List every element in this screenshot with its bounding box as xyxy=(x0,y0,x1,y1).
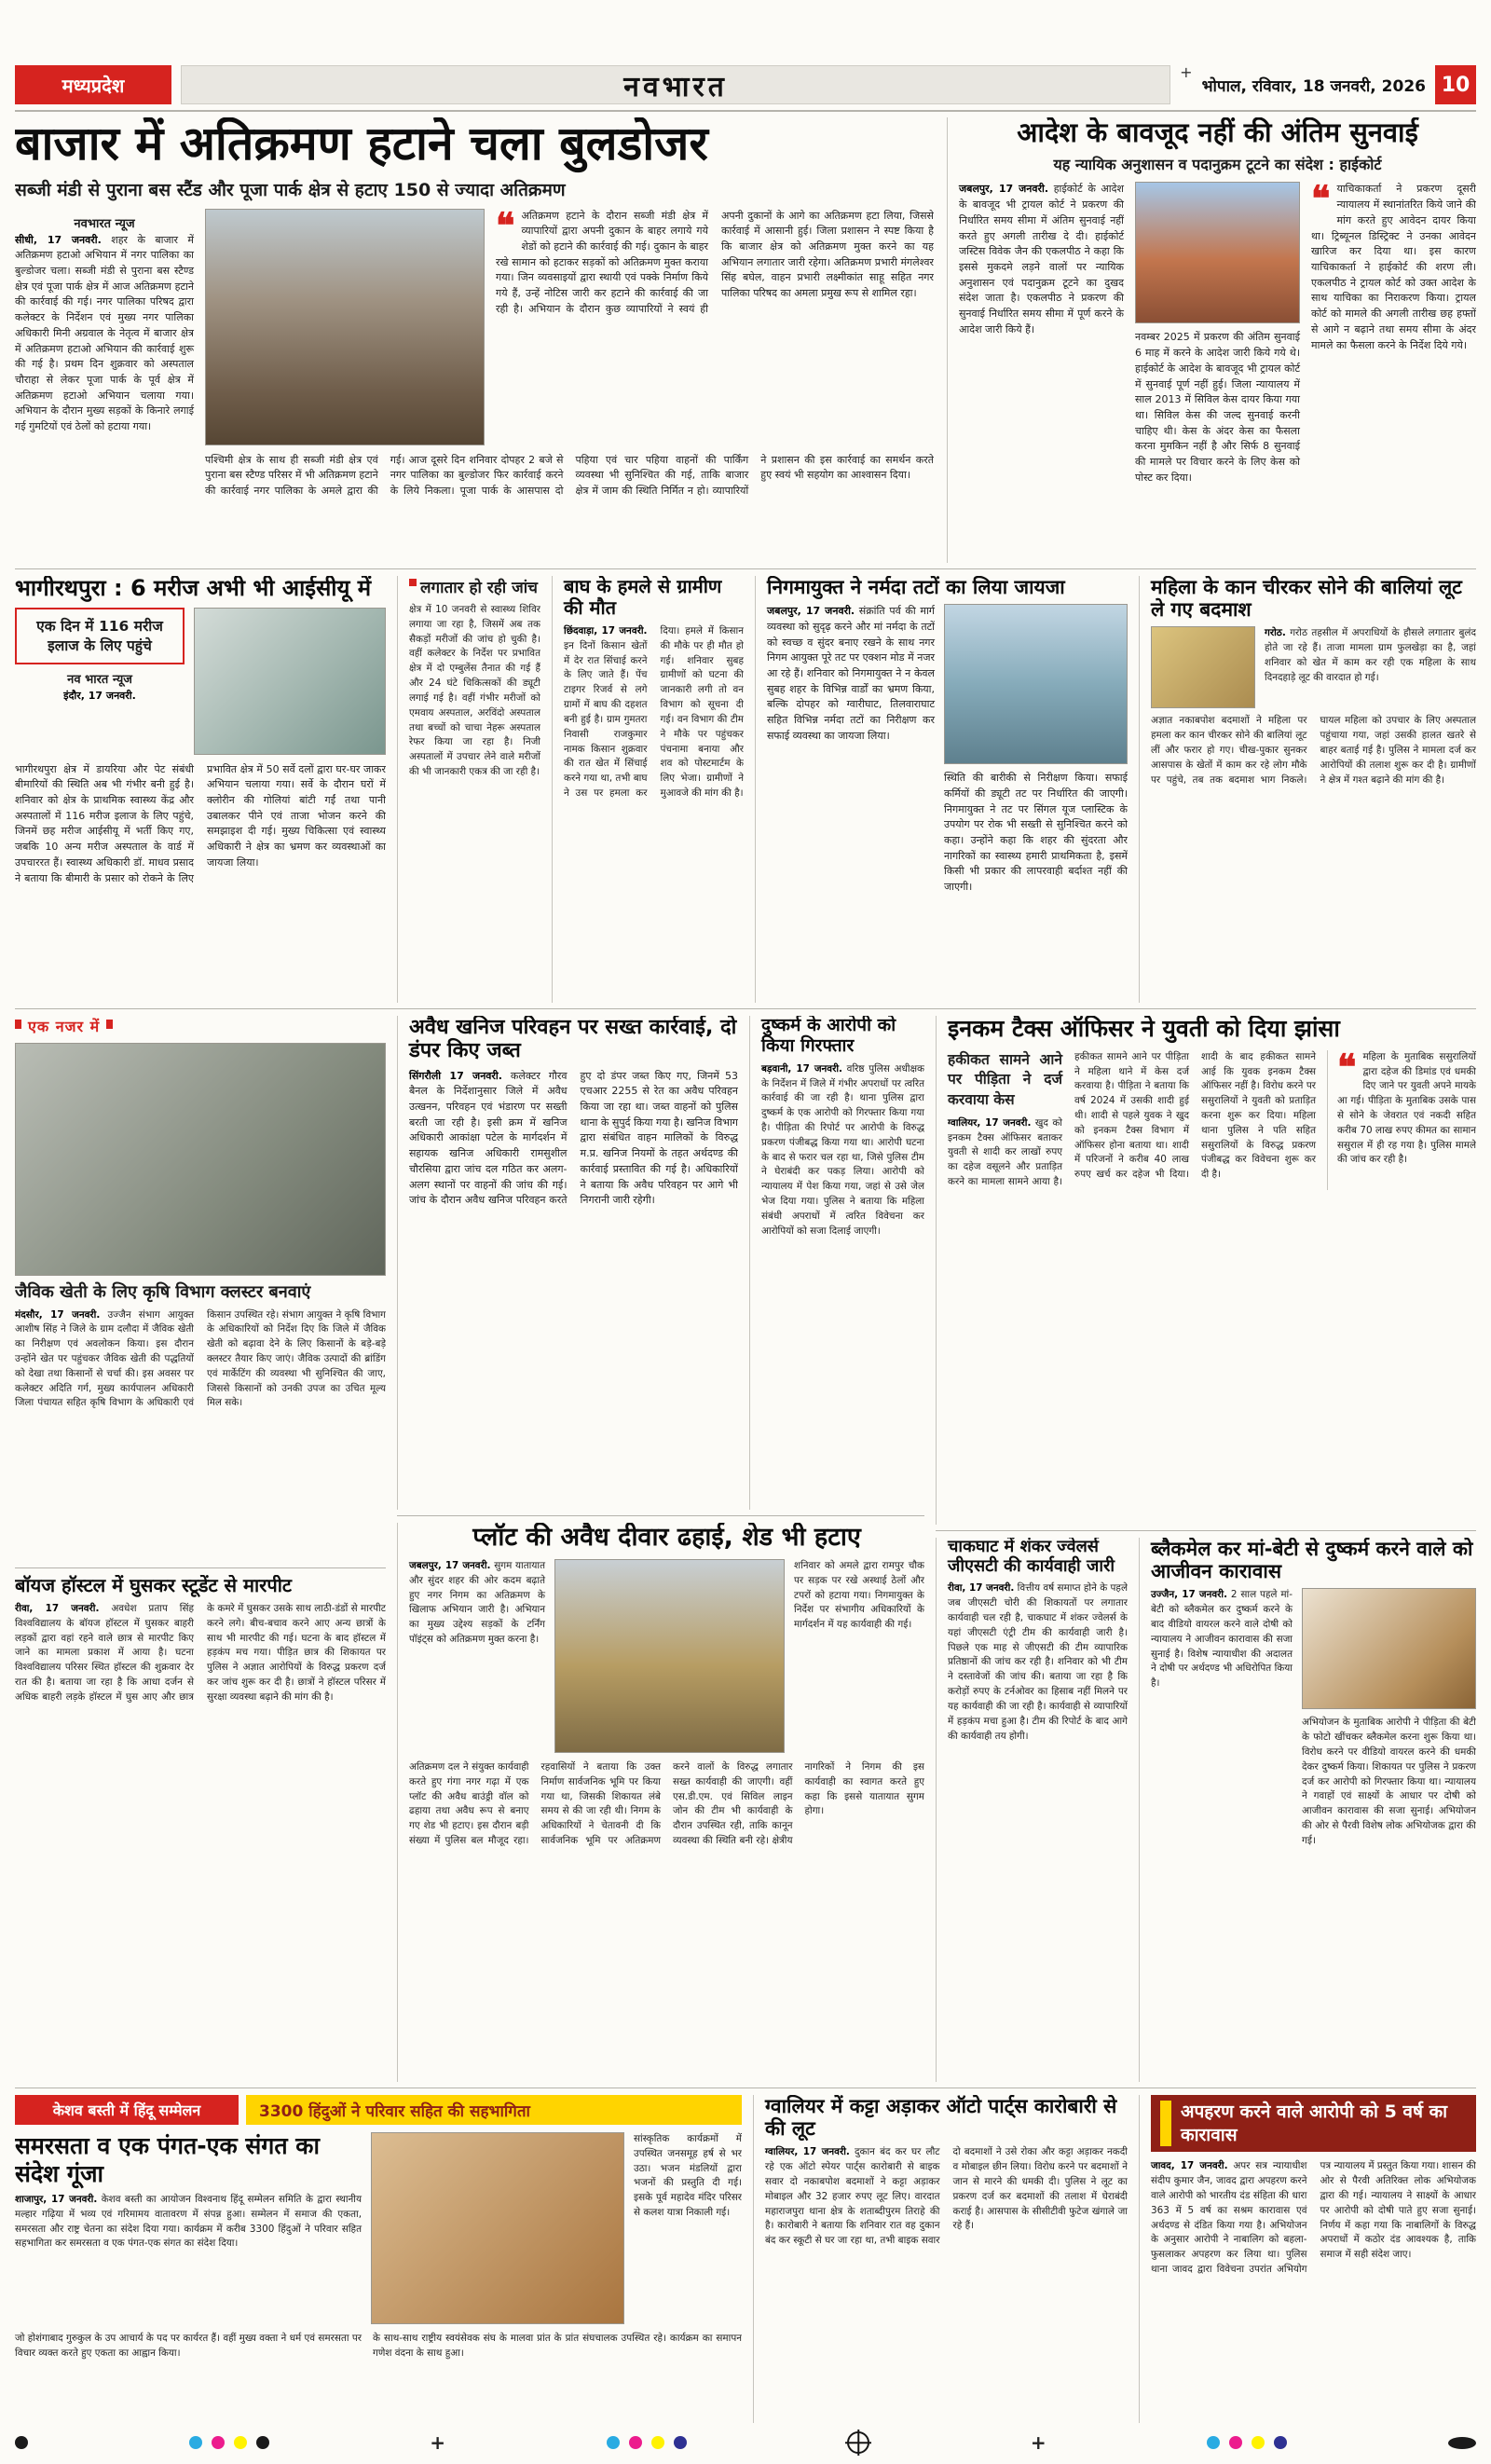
quote-mark-icon: ❝ xyxy=(496,203,515,246)
body-run: कलेक्टर गौरव बैनल के निर्देशानुसार जिले में अवैध उत्खनन, परिवहन एवं भंडारण पर सख्ती बरती जा रही है। इसी क्रम में खनिज अधिकारी आकांक्षा पटेल के मार्गदर्शन में सहायक खनिज अधिकारी रामसुशील चौरसिया द्वारा जांच दल गठित कर अलग-अलग स्थानों पर वाहनों की जांच की गई। जांच के दौरान अवैध खनिज परिवहन करते हुए दो डंपर जब्त किए गए, जिनमें 53 एचआर 2255 से रेत का अवैध परिवहन किया जा रहा था। जब्त वाहनों को पुलिस थाना के सुपुर्द किया गया है। खनिज विभाग द्वारा संबंधित वाहन मालिकों के विरुद्ध म.प्र. खनिज नियमों के तहत अर्थदण्ड की कार्रवाई प्रस्तावित की गई है। अधिकारियों ने बताया कि अवैध परिवहन पर आगे भी निगरानी जारी रहेगी। xyxy=(409,1069,738,1207)
article-subhead: सब्जी मंडी से पुराना बस स्टैंड और पूजा पार्क क्षेत्र से हटाए 150 से ज्यादा अतिक्रमण xyxy=(15,179,566,200)
crop-mark-plus: + xyxy=(430,2431,446,2454)
caption-headline: जैविक खेती के लिए कृषि विभाग क्लस्टर बनवाएं xyxy=(15,1282,311,1302)
article-body xyxy=(761,1062,924,1239)
body-run: इन दिनों किसान खेतों में देर रात सिंचाई करने के लिए जाते हैं। पेंच टाइगर रिजर्व से लगे ग्रामों में बाघ की दहशत बनी हुई है। ग्राम गुमतरा निवासी राजकुमार नामक किसान शुक्रवार की रात खेत में सिंचाई करने गया था, तभी बाघ ने उस पर हमला कर दिया। हमले में किसान की मौके पर ही मौत हो गई। शनिवार सुबह ग्रामीणों को घटना की जानकारी लगी तो वन विभाग को सूचना दी गई। वन विभाग की टीम ने मौके पर पहुंचकर पंचनामा बनाया और शव को पोस्टमार्टम के लिए भेजा। ग्रामीणों ने मुआवजे की मांग की है। xyxy=(564,625,744,799)
article-hostel-assault xyxy=(15,1575,386,2082)
article-side-quote xyxy=(1327,1045,1476,1190)
dateline: ग्वालियर, 17 जनवरी. xyxy=(765,2146,850,2158)
article-health-checks xyxy=(397,576,540,1003)
article-headline: दुष्कर्म के आरोपी को किया गिरफ्तार xyxy=(761,1016,896,1056)
dateline: जबलपुर, 17 जनवरी. xyxy=(767,605,855,618)
dateline: शाजापुर, 17 जनवरी. xyxy=(15,2194,98,2205)
body-run: दुकान बंद कर घर लौट रहे एक ऑटो स्पेयर पार्ट्स कारोबारी से बाइक सवार दो नकाबपोश बदमाशों ने कट्टा अड़ाकर मोबाइल और 32 हजार रुपए लूट लिए। वारदात महाराजपुरा थाना क्षेत्र के शताब्दीपुरम तिराहे की है। कारोबारी ने बताया कि शनिवार रात वह दुकान बंद कर स्कूटी से घर जा रहा था, तभी बाइक सवार दो बदमाशों ने उसे रोका और कट्टा अड़ाकर नकदी व मोबाइल छीन लिया। विरोध करने पर बदमाशों ने जान से मारने की धमकी दी। पुलिस ने लूट का प्रकरण दर्ज कर बदमाशों की तलाश में घेराबंदी कराई है। आसपास के सीसीटीवी फुटेज खंगाले जा रहे हैं। xyxy=(765,2146,1128,2247)
article-headline: महिला के कान चीरकर सोने की बालियां लूट ले गए बदमाश xyxy=(1151,576,1462,622)
registration-dot-group xyxy=(607,2436,687,2449)
masthead xyxy=(181,65,1170,104)
registration-dot-yellow xyxy=(234,2436,247,2449)
article-body xyxy=(15,1308,386,1558)
feature-label: एक नजर में xyxy=(15,1016,113,1036)
article-column: शनिवार को अमले द्वारा रामपुर चौक पर सड़क पर रखे अस्थाई ठेलों और टपरों को हटाया गया। निगमायुक्त के निर्देश पर संभागीय अधिकारियों के मार्गदर्शन में यह कार्यवाही की गई। xyxy=(794,1560,924,1631)
article-body xyxy=(948,1050,1316,1190)
article-headline: बाजार में अतिक्रमण हटाने चला बुलडोजर xyxy=(15,117,708,171)
registration-dot-blue xyxy=(674,2436,687,2449)
article-column xyxy=(1311,177,1476,486)
article-headline: भागीरथपुरा : 6 मरीज अभी भी आईसीयू में xyxy=(15,576,372,601)
article-body xyxy=(1151,2159,1476,2411)
feature-ek-najar-me xyxy=(15,1016,386,1562)
row-divider xyxy=(936,1530,1476,1531)
article-caption: के साथ-साथ राष्ट्रीय स्वयंसेवक संघ के मालवा प्रांत के प्रांत संघचालक उपस्थित रहे। कार्यक्रम का समापन गणेश वंदना के साथ हुआ। xyxy=(373,2333,742,2359)
article-encroachment-bulldozer xyxy=(15,117,934,563)
dateline: मंदसौर, 17 जनवरी. xyxy=(15,1308,101,1321)
article-title: लगातार हो रही जांच xyxy=(409,576,540,597)
dateline: जबलपुर, 17 जनवरी. xyxy=(409,1560,491,1572)
article-headline: अपहरण करने वाले आरोपी को 5 वर्ष का कारावास xyxy=(1181,2101,1448,2145)
news-source: नव भारत न्यूज xyxy=(67,673,132,688)
article-body xyxy=(15,233,194,435)
photo-highcourt-building xyxy=(1135,182,1300,323)
article-quote-block xyxy=(496,203,934,445)
body-run: नवम्बर 2025 में प्रकरण की अंतिम सुनवाई 6 माह में करने के आदेश जारी किये गये थे। हाईकोर्ट के आदेश के बावजूद भी ट्रायल कोर्ट में सुनवाई पूर्ण नहीं हुई। जिला न्यायालय में साल 2013 में सिविल केस दायर किया गया था। सिविल केस की जल्द सुनवाई करनी चाहिए थी। केस के अंदर केस का फैसला करना मुमकिन नहीं है और सिर्फ 8 सुनवाई की मामले पर विचार करने के लिए केस को पोस्ट कर दिया। xyxy=(1135,331,1300,484)
photo-narmada-ghat xyxy=(944,604,1128,764)
dateline: सीधी, 17 जनवरी. xyxy=(15,233,102,246)
article-mineral-dumpers-seized xyxy=(397,1016,738,1510)
registration-dot-blue xyxy=(1274,2436,1287,2449)
body-run: सुगम यातायात और सुंदर शहर की ओर कदम बढ़ाते हुए नगर निगम का अतिक्रमण के खिलाफ अभियान जारी है। अभियान का मुख्य उद्देश्य सड़कों के टर्निंग पॉइंट्स को अतिक्रमण मुक्त करना है। xyxy=(409,1560,545,1646)
article-body xyxy=(15,2193,362,2252)
photo-court-gavel xyxy=(1302,1588,1476,1709)
article-headline: निगमायुक्त ने नर्मदा तटों का लिया जायजा xyxy=(767,576,1065,598)
article-column: स्थिति की बारीकी से निरीक्षण किया। सफाई कर्मियों की ड्यूटी तट पर निर्धारित की जाएगी। निगमायुक्त ने तट पर सिंगल यूज प्लास्टिक के उपयोग पर रोक भी सख्ती से सुनिश्चित करने को कहा। उन्होंने कहा कि शहर की सुंदरता और नागरिकों का स्वास्थ्य हमारी प्राथमिकता है, इसमें किसी भी प्रकार की लापरवाही बर्दाश्त नहीं की जाएगी। xyxy=(944,772,1128,894)
article-body xyxy=(948,1581,1128,1744)
article-body-bottom: पश्चिमी क्षेत्र के साथ ही सब्जी मंडी क्षेत्र एवं पुराना बस स्टैण्ड परिसर में भी अतिक्रमण हटाने की कार्रवाई नगर पालिका के अमले द्वारा की गई। आज दूसरे दिन शनिवार दोपहर 2 बजे से नगर पालिका का बुल्डोजर फिर कार्रवाई करने के लिये निकला। पूजा पार्क के आसपास दो पहिया एवं चार पहिया वाहनों की पार्किंग व्यवस्था भी सुनिश्चित की गई, ताकि बाजार क्षेत्र में जाम की स्थिति निर्मित न हो। व्यापारियों ने प्रशासन की इस कार्रवाई का समर्थन करते हुए स्वयं भी सहयोग का आश्वासन दिया। xyxy=(205,453,934,497)
body-run: उज्जैन संभाग आयुक्त आशीष सिंह ने जिले के ग्राम दलौदा में जैविक खेती का निरीक्षण एवं अवलोकन किया। इस दौरान उन्होंने खेत पर पहुंचकर जैविक खेती की पद्धतियों को देखा तथा किसानों से चर्चा की। इस अवसर पर कलेक्टर अदिति गर्ग, मुख्य कार्यपालन अधिकारी जिला पंचायत सहित कृषि विभाग के अधिकारी एवं किसान उपस्थित रहे। संभाग आयुक्त ने कृषि विभाग के अधिकारियों को निर्देश दिए कि जिले में जैविक खेती को बढ़ावा देने के लिए किसानों के बड़े-बड़े क्लस्टर तैयार किए जाएं। जैविक उत्पादों की ब्रांडिंग एवं मार्केटिंग की व्यवस्था भी सुनिश्चित की जाए, जिससे किसानों को उनकी उपज का उचित मूल्य मिल सके। xyxy=(15,1308,386,1409)
body-run: 2 साल पहले मां-बेटी को ब्लैकमेल कर दुष्कर्म करने के बाद वीडियो वायरल करने वाले दोषी को न्यायालय ने आजीवन कारावास की सजा सुनाई है। विशेष न्यायाधीश की अदालत ने दोषी पर अर्थदण्ड भी अधिरोपित किया है। xyxy=(1151,1589,1293,1690)
article-column xyxy=(959,182,1124,486)
article-gst-action-jewellers xyxy=(936,1538,1128,2082)
photo-officials-field-visit xyxy=(15,1043,386,1276)
article-subhead: यह न्यायिक अनुशासन व पदानुक्रम टूटने का संदेश : हाईकोर्ट xyxy=(1053,156,1382,174)
kicker-label: केशव बस्ती में हिंदू सम्मेलन xyxy=(15,2095,239,2125)
photo-sammelan-event xyxy=(371,2132,624,2324)
dateline: जबलपुर, 17 जनवरी. xyxy=(959,183,1049,196)
body-run: वरिष्ठ पुलिस अधीक्षक के निर्देशन में जिले में गंभीर अपराधों पर त्वरित कार्रवाई की जा रही है। थाना पुलिस द्वारा दुष्कर्म के एक आरोपी को गिरफ्तार किया गया है। पीड़िता की रिपोर्ट पर आरोपी के विरुद्ध प्रकरण पंजीबद्ध किया गया था। आरोपी घटना के बाद से फरार चल रहा था, जिसे पुलिस टीम ने घेराबंदी कर पकड़ लिया। आरोपी को न्यायालय में पेश किया गया, जहां से उसे जेल भेज दिया गया। पुलिस ने बताया कि महिला संबंधी अपराधों में त्वरित विवेचना कर आरोपियों को सजा दिलाई जाएगी। xyxy=(761,1062,924,1237)
registration-dot-magenta xyxy=(629,2436,642,2449)
article-headline: इनकम टैक्स ऑफिसर ने युवती को दिया झांसा xyxy=(948,1016,1340,1042)
photo-jcb-demolition xyxy=(554,1559,785,1753)
highlight-strip: 3300 हिंदुओं ने परिवार सहित की सहभागिता xyxy=(246,2095,742,2125)
article-narmada-inspection xyxy=(755,576,1128,1003)
edition-dateline: भोपाल, रविवार, 18 जनवरी, 2026 xyxy=(1201,76,1426,96)
quote-mark-icon: ❝ xyxy=(1311,177,1331,220)
body-run: वित्तीय वर्ष समाप्त होने के पहले जब जीएसटी चोरी की शिकायतों पर लगातार कार्यवाही चल रही है, चाकघाट में शंकर ज्वेलर्स के यहां जीएसटी एंट्री टीम की कार्यवाही जारी है। पिछले एक माह से जीएसटी की टीम व्यापारिक प्रतिष्ठानों की जांच कर रही है। शनिवार को भी टीम ने दस्तावेजों की जांच की। बताया जा रहा है कि करोड़ों रुपए के टर्नओवर का हिसाब नहीं मिलने पर यह कार्यवाही की जा रही है। कार्यवाही से व्यापारियों में हड़कंप मचा हुआ है। टीम की रिपोर्ट के बाद आगे की कार्यवाही तय होगी। xyxy=(948,1582,1128,1742)
article-headline: ब्लैकमेल कर मां-बेटी से दुष्कर्म करने वाले को आजीवन कारावास xyxy=(1151,1538,1473,1583)
article-column xyxy=(767,604,935,896)
article-body-bottom: अतिक्रमण दल ने संयुक्त कार्यवाही करते हुए गंगा नगर गढ़ा में एक प्लॉट की अवैध बाउंड्री वॉल को ढहाया तथा अवैध रूप से बनाए गए शेड भी हटाए। इस दौरान बड़ी संख्या में पुलिस बल मौजूद रहा। रहवासियों ने बताया कि उक्त निर्माण सार्वजनिक भूमि पर किया गया था, जिसकी शिकायत लंबे समय से की जा रही थी। निगम के अधिकारियों ने चेतावनी दी कि सार्वजनिक भूमि पर अतिक्रमण करने वालों के विरुद्ध लगातार सख्त कार्यवाही की जाएगी। वहीं एस.डी.एम. एवं सिविल लाइन जोन की टीम भी कार्यवाही के दौरान उपस्थित रही, ताकि कानून व्यवस्था की स्थिति बनी रहे। क्षेत्रीय नागरिकों ने निगम की इस कार्यवाही का स्वागत करते हुए कहा कि इससे यातायात सुगम होगा। xyxy=(409,1761,924,1847)
registration-marks xyxy=(15,2429,1476,2457)
article-hindu-sammelan xyxy=(15,2095,742,2423)
registration-dot-yellow xyxy=(651,2436,664,2449)
registration-dot-cyan xyxy=(189,2436,202,2449)
article-body xyxy=(765,2145,1128,2402)
body-run: शहर के बाजार में अतिक्रमण हटाओ अभियान में नगर पालिका का बुल्डोजर चला। सब्जी मंडी से पुराना बस स्टैण्ड क्षेत्र एवं पूजा पार्क क्षेत्र में आज अतिक्रमण हटाने की कार्रवाई की गई। नगर पालिका परिषद द्वारा कलेक्टर के निर्देशन एवं मुख्य नगर पालिका अधिकारी मिनी अग्रवाल के नेतृत्व में बाजार क्षेत्र में अतिक्रमण हटाओ अभियान की कार्रवाई शुरू की गई है। प्रथम दिन शुक्रवार को अस्पताल चौराहा से लेकर पूजा पार्क के पूर्व क्षेत्र में अतिक्रमण हटाओ अभियान चलाया गया। अभियान के दौरान मुख्य सड़कों के किनारे लगाई गई गुमटियों एवं ठेलों को हटाया गया। xyxy=(15,233,194,433)
article-highcourt-hearing xyxy=(947,117,1476,563)
article-life-imprisonment xyxy=(1139,1538,1476,2082)
photo-encroachment-demolition xyxy=(205,209,485,445)
page-header xyxy=(15,65,1476,104)
article-caption: जो होशंगाबाद गुरुकुल के उप आचार्य के पद पर कार्यरत हैं। वहीं मुख्य वक्ता ने धर्म एवं समरसता पर विचार व्यक्त करते हुए एकता का आह्वान किया। xyxy=(15,2333,362,2359)
row-divider xyxy=(15,1567,386,1568)
article-headline: अवैध खनिज परिवहन पर सख्त कार्रवाई, दो डंपर किए जब्त xyxy=(409,1016,737,1063)
quote-mark-icon: ❝ xyxy=(1337,1045,1357,1088)
article-tiger-attack xyxy=(552,576,744,1003)
body-run: याचिकाकर्ता ने प्रकरण दूसरी न्यायालय में स्थानांतरित किये जाने की मांग करते हुए आवेदन दायर किया था। ट्रिब्यूनल डिस्ट्रिक्ट ने उनका आवेदन खारिज कर दिया था। इस कारण याचिकाकर्ता ने हाईकोर्ट की शरण ली। एकलपीठ ने ट्रायल कोर्ट को उक्त आदेश के साथ याचिका का निराकरण किया। ट्रायल कोर्ट को मामले की अगली तारीख छह हफ्तों से आगे न बढ़ाने तथा समय सीमा के अंदर मामले का फैसला करने के निर्देश दिये गये। xyxy=(1311,183,1476,351)
article-body: भागीरथपुरा क्षेत्र में डायरिया और पेट संबंधी बीमारियों की स्थिति अब भी गंभीर बनी हुई है। शनिवार को क्षेत्र के प्राथमिक स्वास्थ्य केंद्र और अस्पतालों में 116 मरीज इलाज के लिए पहुंचे, जिनमें छह मरीज आईसीयू में भर्ती किए गए, जबकि 10 अन्य मरीज अस्पताल के वार्ड में उपचाररत हैं। स्वास्थ्य अधिकारी डॉ. माधव प्रसाद ने बताया कि बीमारी के प्रसार को रोकने के लिए प्रभावित क्षेत्र में 50 सर्वे दलों द्वारा घर-घर जाकर अभियान चलाया गया। सर्वे के दौरान घरों में क्लोरीन की गोलियां बांटी गईं तथा पानी उबालकर पीने एवं ताजा भोजन करने की समझाइश दी गई। मुख्य चिकित्सा एवं स्वास्थ्य अधिकारी ने क्षेत्र का भ्रमण कर व्यवस्थाओं का जायजा लिया। xyxy=(15,762,386,884)
accent-notch xyxy=(1160,2101,1171,2146)
registration-dot-black xyxy=(15,2436,28,2449)
registration-dot-group xyxy=(189,2436,269,2449)
registration-oval xyxy=(1448,2437,1476,2449)
article-column xyxy=(1135,182,1300,486)
row-divider xyxy=(15,568,1476,569)
article-illegal-wall-demolished xyxy=(397,1523,924,2082)
article-subhead: हकीकत सामने आने पर पीड़िता ने दर्ज करवाया केस xyxy=(948,1050,1062,1109)
article-headline: समरसता व एक पंगत-एक संगत का संदेश गूंजा xyxy=(15,2132,320,2187)
dateline: सिंगरौली 17 जनवरी. xyxy=(409,1069,502,1082)
headline-bar xyxy=(1151,2095,1476,2152)
dateline: बड़वानी, 17 जनवरी. xyxy=(761,1062,842,1075)
dateline: छिंदवाड़ा, 17 जनवरी. xyxy=(564,625,648,637)
dateline: रीवा, 17 जनवरी. xyxy=(15,1603,100,1614)
dateline: इंदौर, 17 जनवरी. xyxy=(63,690,136,703)
article-headline: बाघ के हमले से ग्रामीण की मौत xyxy=(564,576,722,619)
article-body xyxy=(564,624,744,988)
crop-mark-plus: + xyxy=(1030,2431,1046,2454)
article-kidnapping-sentence xyxy=(1139,2095,1476,2423)
row-divider xyxy=(15,1008,1476,1009)
body-run: महिला के मुताबिक ससुरालियों द्वारा दहेज की डिमांड एवं धमकी दिए जाने पर युवती अपने मायके आ गई। पीड़िता के मुताबिक उसके पास से सोने के जेवरात एवं नकदी सहित करीब 70 लाख रुपए कीमत का सामान ससुराल में ही रह गया है। पुलिस मामले की जांच कर रही है। xyxy=(1337,1050,1476,1166)
article-autoparts-loot xyxy=(753,2095,1128,2423)
article-body: क्षेत्र में 10 जनवरी से स्वास्थ्य शिविर लगाया जा रहा है, जिसमें अब तक सैकड़ों मरीजों की जांच हो चुकी है। वहीं कलेक्टर के निर्देश पर प्रभावित क्षेत्र में दो एम्बुलेंस तैनात की गई हैं और 24 घंटे चिकित्सकों की ड्यूटी लगाई गई है। वहीं गंभीर मरीजों को एमवाय अस्पताल, अरविंदो अस्पताल तथा बच्चों को चाचा नेहरू अस्पताल रेफर किया जा रहा है। निजी अस्पतालों में उपचार लेने वाले मरीजों की भी जानकारी एकत्र की जा रही है। xyxy=(409,604,540,777)
body-run: हाईकोर्ट के आदेश के बावजूद भी ट्रायल कोर्ट ने प्रकरण की निर्धारित समय सीमा में अंतिम सुनवाई नहीं करते हुए अगली तारीख दे दी। हाईकोर्ट जस्टिस विवेक जैन की एकलपीठ ने कहा कि इससे मुकदमे लड़ने वालों पर न्यायिक अनुशासन एवं पदानुक्रम टूटने का दुखद संदेश जाता है। एकलपीठ ने प्रकरण की सुनवाई निर्धारित समय सीमा में पूर्ण करने के आदेश जारी किये हैं। xyxy=(959,183,1124,335)
article-column xyxy=(409,1559,545,1753)
row-divider xyxy=(397,1515,924,1516)
registration-dot-group xyxy=(1207,2436,1287,2449)
body-run: अपर सत्र न्यायाधीश संदीप कुमार जैन, जावद द्वारा अपहरण करने वाले आरोपी को भारतीय दंड संहिता की धारा 363 में 5 वर्ष का सश्रम कारावास एवं अर्थदण्ड से दंडित किया गया है। अभियोजन के अनुसार आरोपी ने नाबालिग को बहला-फुसलाकर अपहरण कर लिया था। पुलिस थाना जावद द्वारा विवेचना उपरांत अभियोग पत्र न्यायालय में प्रस्तुत किया गया। शासन की ओर से पैरवी अतिरिक्त लोक अभियोजक द्वारा की गई। न्यायालय ने साक्ष्यों के आधार पर आरोपी को दोषी पाते हुए सजा सुनाई। निर्णय में कहा गया कि नाबालिगों के विरुद्ध अपराधों में कठोर दंड आवश्यक है, ताकि समाज में सही संदेश जाए। xyxy=(1151,2160,1476,2276)
body-run: अवधेश प्रताप सिंह विश्वविद्यालय के बॉयज हॉस्टल में घुसकर बाहरी लड़कों द्वारा वहां रहने वाले छात्र से मारपीट किए जाने का मामला प्रकाश में आया है। घटना विश्वविद्यालय परिसर स्थित हॉस्टल की शुक्रवार देर रात की है। बताया जा रहा है कि आधा दर्जन से अधिक बाहरी लड़के हॉस्टल में घुस आए और छात्र के कमरे में घुसकर उसके साथ लाठी-डंडों से मारपीट करने लगे। बीच-बचाव करने आए अन्य छात्रों के साथ भी मारपीट की गई। घटना के बाद हॉस्टल में हड़कंप मच गया। पीड़ित छात्र की शिकायत पर पुलिस ने अज्ञात आरोपियों के विरुद्ध प्रकरण दर्ज कर जांच शुरू कर दी है। छात्रों ने हॉस्टल परिसर में सुरक्षा व्यवस्था बढ़ाने की मांग की है। xyxy=(15,1603,386,1703)
photo-hospital-ward xyxy=(194,608,386,755)
article-column: सांस्कृतिक कार्यक्रमों में उपस्थित जनसमूह हर्ष से भर उठा। भजन मंडलियों द्वारा भजनों की प्रस्तुति दी गई। इसके पूर्व महादेव मंदिर परिसर से कलश यात्रा निकाली गई। xyxy=(634,2133,742,2219)
article-column xyxy=(1151,1588,1293,1848)
body-run: गरोठ तहसील में अपराधियों के हौसले लगातार बुलंद होते जा रहे हैं। ताजा मामला ग्राम फुलखेड़ा का है, जहां शनिवार को खेत में काम कर रही एक महिला के साथ दिनदहाड़े लूट की वारदात हो गई। xyxy=(1265,627,1476,683)
registration-dot-cyan xyxy=(607,2436,620,2449)
registration-dot-black xyxy=(256,2436,269,2449)
dateline: जावद, 17 जनवरी. xyxy=(1151,2160,1228,2172)
body-run: केशव बस्ती का आयोजन विश्वनाथ हिंदू सम्मेलन समिति के द्वारा स्थानीय मल्हार गढ़िया में भव्य एवं गरिमामय वातावरण में संपन्न हुआ। सम्मेलन में समाज की एकता, समरसता और राष्ट्र चेतना का संदेश दिया गया। कार्यक्रम में करीब 3300 हिंदुओं ने परिवार सहित सहभागिता कर समरसता व एक पंगत-एक संगत का संदेश दिया। xyxy=(15,2194,362,2250)
body-run: संक्रांति पर्व की मार्ग व्यवस्था को सुदृढ़ करने और मां नर्मदा के तटों को स्वच्छ व सुंदर बनाए रखने के साथ नगर निगम आयुक्त पूरे तट पर एक्शन मोड में नजर आ रहे हैं। शनिवार को निगमायुक्त ने न केवल सुबह शहर के विभिन्न वार्डों का भ्रमण किया, बल्कि दोपहर को ग्वारीघाट, तिलवाराघाट सहित विभिन्न नर्मदा तटों का निरीक्षण कर सफाई व्यवस्था का जायजा लिया। xyxy=(767,605,936,742)
crop-mark-plus: + xyxy=(1180,65,1193,81)
article-headline: बॉयज हॉस्टल में घुसकर स्टूडेंट से मारपीट xyxy=(15,1575,292,1596)
article-headline: चाकघाट में शंकर ज्वेलर्स जीएसटी की कार्यवाही जारी xyxy=(948,1538,1115,1576)
section-label: मध्यप्रदेश xyxy=(15,65,171,104)
header-divider xyxy=(15,110,1476,112)
quote-text: अतिक्रमण हटाने के दौरान सब्जी मंडी क्षेत्र में व्यापारियों द्वारा अपनी दुकान के बाहर लगाये गये शेडों को हटाने की कार्रवाई की गई। दुकान के बाहर रखे सामान को हटाकर सड़कों को अतिक्रमण मुक्त कराया गया। जिन व्यवसाइयों द्वारा स्थायी एवं पक्के निर्माण किये गये हैं, उन्हें नोटिस जारी कर हटाने की कार्रवाई की जा रही है। अभियान के दौरान कुछ व्यापारियों ने स्वयं ही अपनी दुकानों के आगे का अतिक्रमण हटा लिया, जिससे कार्रवाई में आसानी हुई। जिला प्रशासन ने स्पष्ट किया है कि बाजार क्षेत्र को अतिक्रमण मुक्त करने का यह अभियान लगातार जारी रहेगा। अतिक्रमण प्रभारी मंगलेश्वर सिंह बघेल, वाहन प्रभारी लक्ष्मीकांत साहू सहित नगर पालिका परिषद का अमला प्रमुख रूप से शामिल रहा। xyxy=(496,209,934,315)
article-body xyxy=(409,1069,738,1479)
dateline: ग्वालियर, 17 जनवरी. xyxy=(948,1116,1032,1129)
registration-target xyxy=(847,2431,869,2454)
article-headline: आदेश के बावजूद नहीं की अंतिम सुनवाई xyxy=(1017,117,1418,148)
registration-dot-magenta xyxy=(212,2436,225,2449)
article-accused-arrested xyxy=(749,1016,924,1510)
page-number-badge: 10 xyxy=(1435,65,1476,104)
article-bhagirathpura-icu xyxy=(15,576,386,1003)
dateline: रीवा, 17 जनवरी. xyxy=(948,1582,1015,1595)
article-body: अज्ञात नकाबपोश बदमाशों ने महिला पर हमला कर कान चीरकर सोने की बालियां लूट लीं और फरार हो गए। चीख-पुकार सुनकर आसपास के खेतों में काम कर रहे लोग मौके पर पहुंचे, तब तक बदमाश भाग निकले। घायल महिला को उपचार के लिए अस्पताल पहुंचाया गया, जहां उसकी हालत खतरे से बाहर बताई गई है। पुलिस ने मामला दर्ज कर आरोपियों की तलाश शुरू कर दी है। ग्रामीणों ने क्षेत्र में गश्त बढ़ाने की मांग की है। xyxy=(1151,715,1476,786)
registration-dot-magenta xyxy=(1229,2436,1242,2449)
article-body xyxy=(15,1602,386,2040)
body-run: खुद को इनकम टैक्स ऑफिसर बताकर युवती से शादी कर लाखों रुपए का दहेज वसूलने और प्रताड़ित करने का मामला सामने आया है। हकीकत सामने आने पर पीड़िता ने महिला थाने में केस दर्ज करवाया है। पीड़िता ने बताया कि वर्ष 2024 में उसकी शादी हुई थी। शादी से पहले युवक ने खुद को इनकम टैक्स विभाग में ऑफिसर होना बताया था। शादी में परिजनों ने करीब 40 लाख रुपए खर्च कर दहेज भी दिया। शादी के बाद हकीकत सामने आई कि युवक इनकम टैक्स ऑफिसर नहीं है। विरोध करने पर ससुरालियों ने युवती को प्रताड़ित करना शुरू कर दिया। महिला थाना पुलिस ने पति सहित ससुरालियों के विरुद्ध प्रकरण पंजीबद्ध कर विवेचना शुरू कर दी है। xyxy=(948,1050,1316,1188)
article-headline: प्लॉट की अवैध दीवार ढहाई, शेड भी हटाए xyxy=(472,1523,861,1552)
registration-dot-yellow xyxy=(1252,2436,1265,2449)
article-earrings-loot xyxy=(1139,576,1476,1003)
photo-village-street xyxy=(1151,626,1255,708)
news-source: नवभारत न्यूज xyxy=(74,216,135,231)
dateline: गरोठ. xyxy=(1265,627,1286,639)
article-headline: ग्वालियर में कट्टा अड़ाकर ऑटो पार्ट्स कारोबारी से की लूट xyxy=(765,2095,1117,2141)
highlight-box: एक दिन में 116 मरीज इलाज के लिए पहुंचे xyxy=(15,608,185,665)
registration-dot-cyan xyxy=(1207,2436,1220,2449)
article-intro xyxy=(1265,626,1476,708)
article-incometax-officer-fraud xyxy=(936,1016,1476,1525)
masthead-title: नवभारत xyxy=(623,70,728,103)
article-column: अभियोजन के मुताबिक आरोपी ने पीड़िता की बेटी के फोटो खींचकर ब्लैकमेल करना शुरू किया था। विरोध करने पर वीडियो वायरल करने की धमकी देकर दुष्कर्म किया। शिकायत पर पुलिस ने प्रकरण दर्ज कर आरोपी को गिरफ्तार किया था। न्यायालय ने गवाहों एवं साक्ष्यों के आधार पर दोषी को आजीवन कारावास की सजा सुनाई। अभियोजन की ओर से पैरवी विशेष लोक अभियोजक द्वारा की गई। xyxy=(1302,1717,1476,1846)
dateline: उज्जैन, 17 जनवरी. xyxy=(1151,1589,1228,1601)
